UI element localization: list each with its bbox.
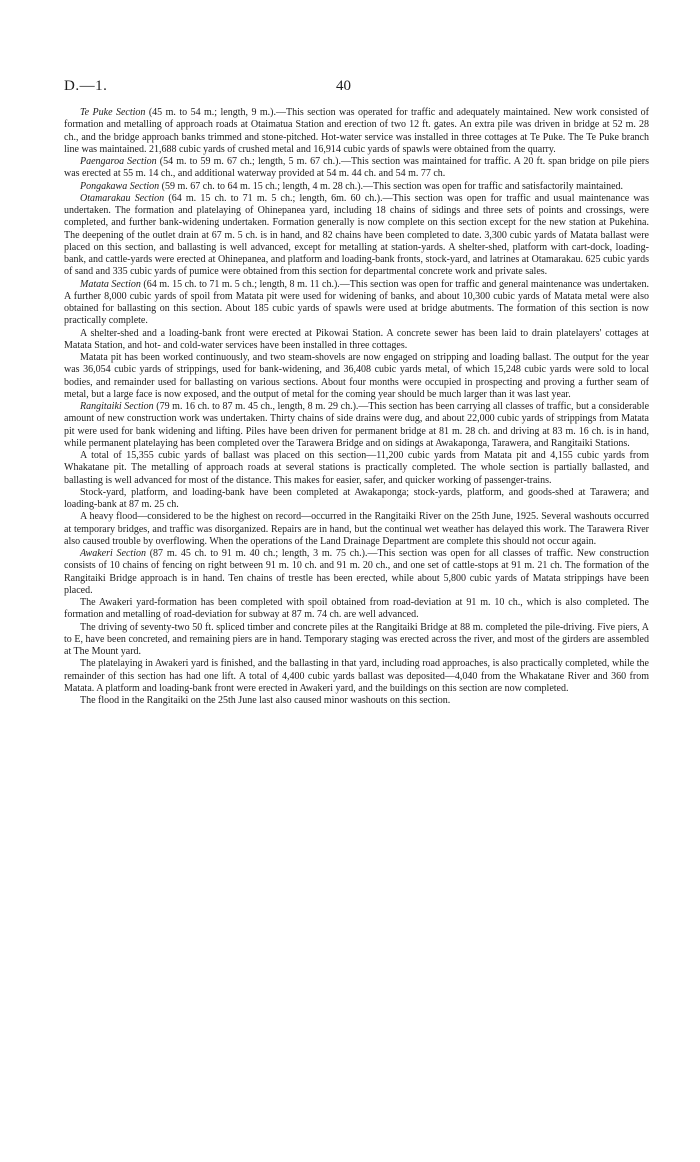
paragraph [64,597,649,622]
section-heading: Awakeri Section [80,548,146,559]
paragraph [64,193,649,279]
paragraph [64,548,649,597]
paragraph-text: (45 m. to 54 m.; length, 9 m.).—This section was operated for traffic and adequately maintained. New work consisted of formation and metalling of approach roads at Otaimatua Station and erection of two 12 ft. gates. An extra pile was driven in bridge at 52 m. 28 ch., and the bridge approach banks trimmed and stone-pitched. Hot-water service was installed in three cottages at Te Puke. The Te Puke branch line was maintained. 21,688 cubic yards of crushed metal and 16,914 cubic yards of spawls were obtained from the quarry. [64,107,649,155]
paragraph [64,107,649,156]
paragraph [64,622,649,659]
section-heading: Te Puke Section [80,107,146,118]
paragraph-text: (64 m. 15 ch. to 71 m. 5 ch.; length, 6m. 60 ch.).—This section was open for traffic and usual maintenance was undertaken. The formation and platelaying of Ohinepanea yard, including 18 chains of sidings and three sets of points and crossings, were completed, and further bank-widening undertaken. Formation generally is now complete on this section except for the new station at Pukehina. The deepening of the outlet drain at 67 m. 5 ch. is in hand, and 82 chains have been completed to date. 3,300 cubic yards of Matata ballast were placed on this section, and ballasting is well advanced, except for metalling at station-yards. A shelter-shed, platform with cart-dock, loading-bank, and cattle-yards were erected at Ohinepanea, and platform and loading-bank fronts, stock-yard, and latrines at Otamarakau. 625 cubic yards of sand and 335 cubic yards of pumice were obtained from this section for departmental concrete work and private sales. [64,192,649,278]
report-body [64,107,649,707]
paragraph-text: (87 m. 45 ch. to 91 m. 40 ch.; length, 3 m. 75 ch.).—This section was open for all classes of traffic. New construction consists of 10 chains of fencing on right between 91 m. 10 ch. and 91 m. 20 ch., and one set of cattle-stops at 91 m. 21 ch. The formation of the Rangitaiki Bridge approach is in hand. Ten chains of trestle has been erected, while about 5,800 cubic yards of Matata strippings have been placed. [64,548,649,596]
paragraph-text: (64 m. 15 ch. to 71 m. 5 ch.; length, 8 m. 11 ch.).—This section was open for traffic and general maintenance was undertaken. A further 8,000 cubic yards of spoil from Matata pit were used for widening of banks, and about 10,300 cubic yards of Matata metal were also obtained for ballasting on this section. About 185 cubic yards of spawls were used at bridge abutments. The formation of this section is now practically complete. [64,278,649,327]
paragraph-text: A total of 15,355 cubic yards of ballast was placed on this section—11,200 cubic yards from Matata pit and 4,155 cubic yards from Whakatane pit. The metalling of approach roads at several stations is practically completed. The whole section is partially ballasted, and ballasting is well advanced for most of the distance. This makes for easier, safer, and quicker working of passenger-trains. [64,450,649,486]
section-heading: Paengaroa Section [80,156,157,167]
section-heading: Matata Section [80,278,141,290]
paragraph-text: The flood in the Rangitaiki on the 25th June last also caused minor washouts on this section. [80,695,451,706]
paragraph-text: The Awakeri yard-formation has been completed with spoil obtained from road-deviation at 91 m. 10 ch., which is also completed. The formation and metalling of road-deviation for subway at 87 m. 74 ch. are well advanced. [64,597,649,621]
paragraph [64,511,649,548]
paragraph-text: (79 m. 16 ch. to 87 m. 45 ch., length, 8 m. 29 ch.).—This section has been carrying all classes of traffic, but a considerable amount of new construction work was undertaken. Thirty chains of side drains were dug, and about 22,000 cubic yards of strippings from Matata pit were used for bank widening and lifting. Piles have been driven for permanent bridge at 81 m. 28 ch. and driving at 83 m. 16 ch. is in hand, while permanent platelaying has been completed over the Tarawera Bridge and on sidings at Awakaponga, Tarawera, and Rangitaiki Stations. [64,401,650,449]
paragraph [64,328,649,353]
section-heading: Rangitaiki Section [80,401,154,412]
paragraph [64,401,649,450]
paragraph [64,695,649,707]
paragraph [64,487,649,512]
paragraph-text: A heavy flood—considered to be the highest on record—occurred in the Rangitaiki River on the 25th June, 1925. Several washouts occurred at temporary bridges, and traffic was disorganized. Repairs are in hand, but the continual wet weather has delayed this work. The Tarawera River also caused trouble by overflowing. When the operations of the Land Drainage Department are complete this should not occur again. [64,511,649,547]
paragraph-text: (54 m. to 59 m. 67 ch.; length, 5 m. 67 ch.).—This section was maintained for traffic. A 20 ft. span bridge on pile piers was erected at 55 m. 14 ch., and additional waterway provided at 54 m. 44 ch. and 54 m. 77 ch. [64,156,649,180]
paragraph-text: A shelter-shed and a loading-bank front were erected at Pikowai Station. A concrete sewer has been laid to drain platelayers' cottages at Matata Station, and hot- and cold-water services have been installed in three cottages. [64,327,649,351]
paragraph-text: (59 m. 67 ch. to 64 m. 15 ch.; length, 4 m. 28 ch.).—This section was open for traffic and satisfactorily maintained. [159,180,624,192]
paragraph [64,279,649,328]
paragraph [64,156,649,181]
paragraph-text: The platelaying in Awakeri yard is finished, and the ballasting in that yard, including road approaches, is also practically completed, while the remainder of this section has had one lift. A total of 4,400 cubic yards ballast was deposited—4,040 from the Whakatane River and 360 from Matata. A platform and loading-bank front were erected in Awakeri yard, and the buildings on this section are now completed. [64,658,649,694]
paragraph [64,658,649,695]
section-heading: Otamarakau Section [80,192,165,204]
page-number: 40 [336,78,351,94]
paragraph [64,181,649,193]
paragraph [64,450,649,487]
paragraph [64,352,649,401]
paragraph-text: The driving of seventy-two 50 ft. spliced timber and concrete piles at the Rangitaiki Bridge at 88 m. completed the pile-driving. Five piers, A to E, have been concreted, and remaining piers are in hand. Temporary staging was erected across the river, and most of the girders are assembled at The Mount yard. [64,621,649,657]
document-reference: D.—1. [64,78,108,94]
page-header [64,78,636,98]
section-heading: Pongakawa Section [80,180,160,192]
paragraph-text: Stock-yard, platform, and loading-bank have been completed at Awakaponga; stock-yards, platform, and goods-shed at Tarawera; and loading-bank at 87 m. 25 ch. [64,486,649,510]
paragraph-text: Matata pit has been worked continuously, and two steam-shovels are now engaged on stripping and loading ballast. The output for the year was 36,054 cubic yards of strippings, used for bank-widening, and 36,408 cubic yards metal, of which 15,248 cubic yards were sold to local bodies, and remainder used for ballasting on various sections. About four months were occupied in prospecting and proving a further seam of metal, but a large face is now exposed, and the output of metal for the coming year should be much larger than it was last year. [64,352,649,400]
